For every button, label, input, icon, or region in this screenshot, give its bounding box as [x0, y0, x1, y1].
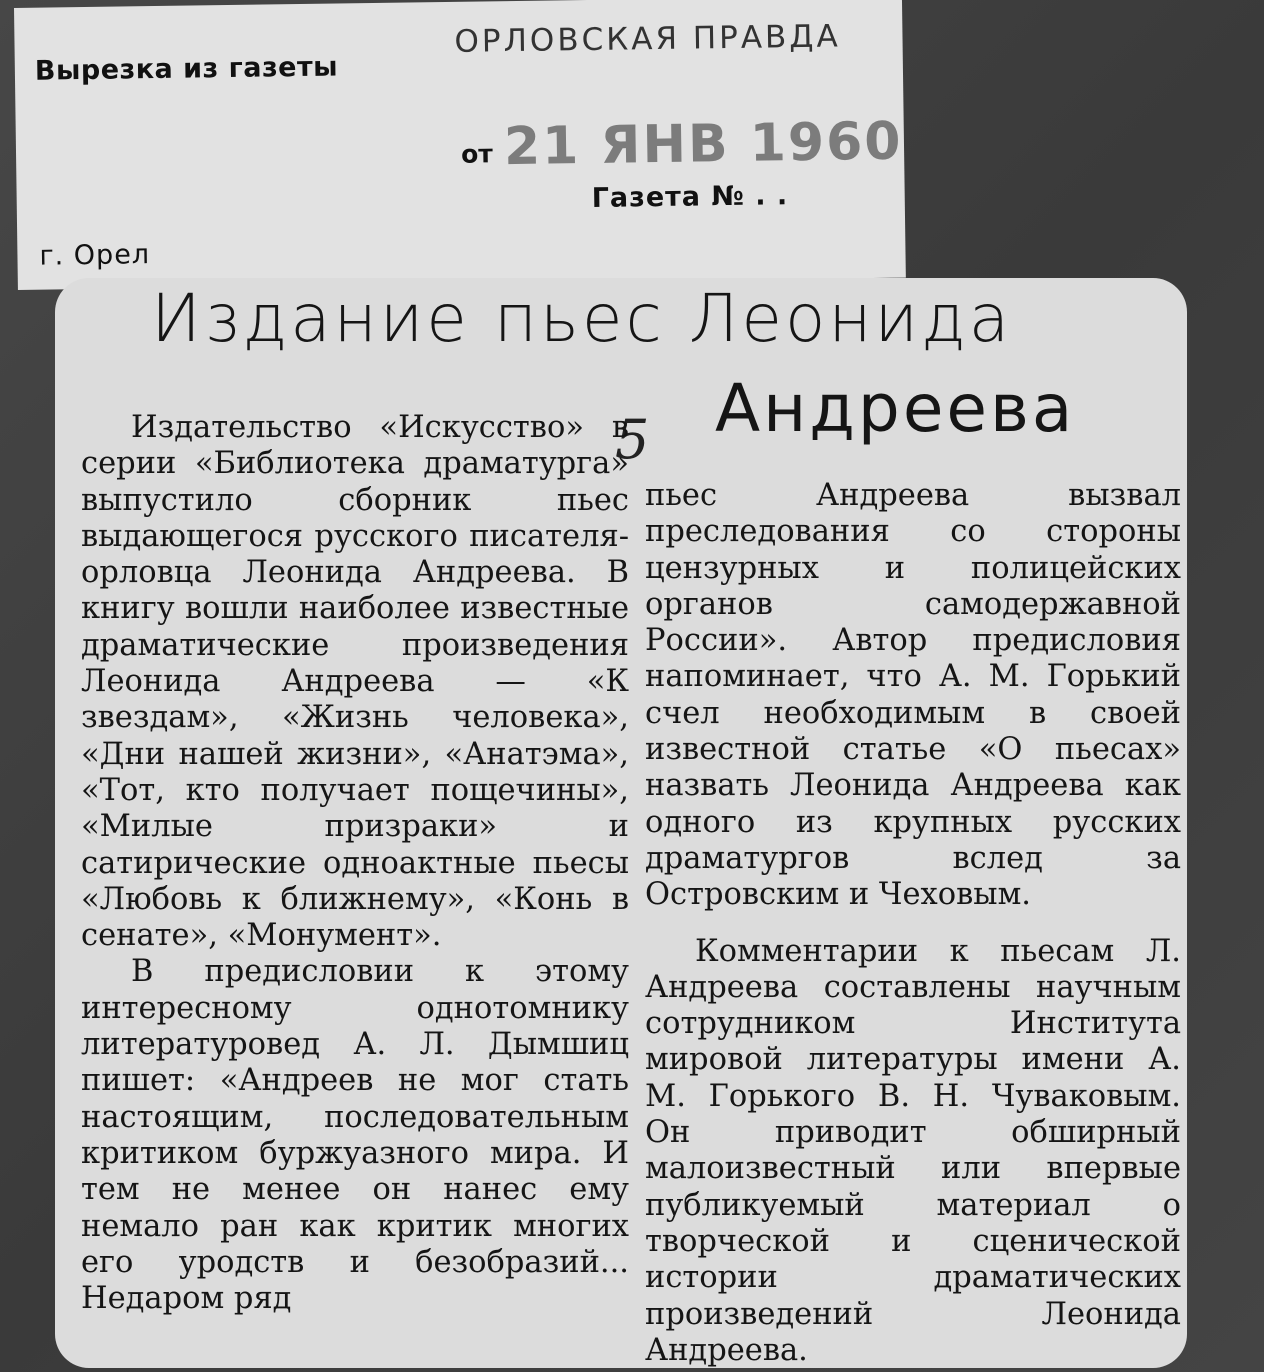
headline-line2: Андреева: [715, 370, 1076, 447]
paragraph: В предисловии к этому интересному однотомнику литературовед А. Л. Дымшиц пишет: «Андреев не мог стать настоящим, последовательным критиком буржуазного мира. И тем не менее он нанес ему немало ран как критик многих его уродств и безобразий... Недаром ряд: [81, 954, 629, 1317]
handwritten-margin-mark: 5: [615, 408, 650, 471]
label-title: Вырезка из газеты: [34, 51, 339, 87]
paragraph: пьес Андреева вызвал преследования со стороны цензурных и полицейских органов самодержавной России». Автор предисловия напоминает, что А. М. Горький счел необходимым в своей известной статье «О пьесах» назвать Леонида Андреева как одного из крупных русских драматургов вслед за Островским и Чеховым.: [645, 478, 1181, 913]
date-stamp: 21 ЯНВ 1960: [503, 111, 903, 178]
date-prefix: от: [460, 139, 493, 169]
clipping-label-slip: [14, 0, 906, 290]
city-name: г. Орел: [39, 239, 151, 272]
headline-line1: Издание пьес Леонида: [151, 280, 1013, 357]
article-column-left: [81, 410, 629, 1317]
issue-number: Газета № . .: [591, 180, 789, 214]
paragraph: Издательство «Искусство» в серии «Библиотека драматурга» выпустило сборник пьес выдающегося русского писателя-орловца Леонида Андреева. В книгу вошли наиболее известные драматические произведения Леонида Андреева — «К звездам», «Жизнь человека», «Дни нашей жизни», «Анатэма», «Тот, кто получает пощечины», «Милые призраки» и сатирические одноактные пьесы «Любовь к ближнему», «Конь в сенате», «Монумент».: [81, 410, 629, 954]
article-column-right: [645, 478, 1181, 1369]
newspaper-clipping: [55, 278, 1187, 1368]
newspaper-name: ОРЛОВСКАЯ ПРАВДА: [454, 18, 841, 60]
paragraph: Комментарии к пьесам Л. Андреева составлены научным сотрудником Института мировой литературы имени А. М. Горького В. Н. Чуваковым. Он приводит обширный малоизвестный или впервые публикуемый материал о творческой и сценической истории драматических произведений Леонида Андреева.: [645, 933, 1181, 1368]
